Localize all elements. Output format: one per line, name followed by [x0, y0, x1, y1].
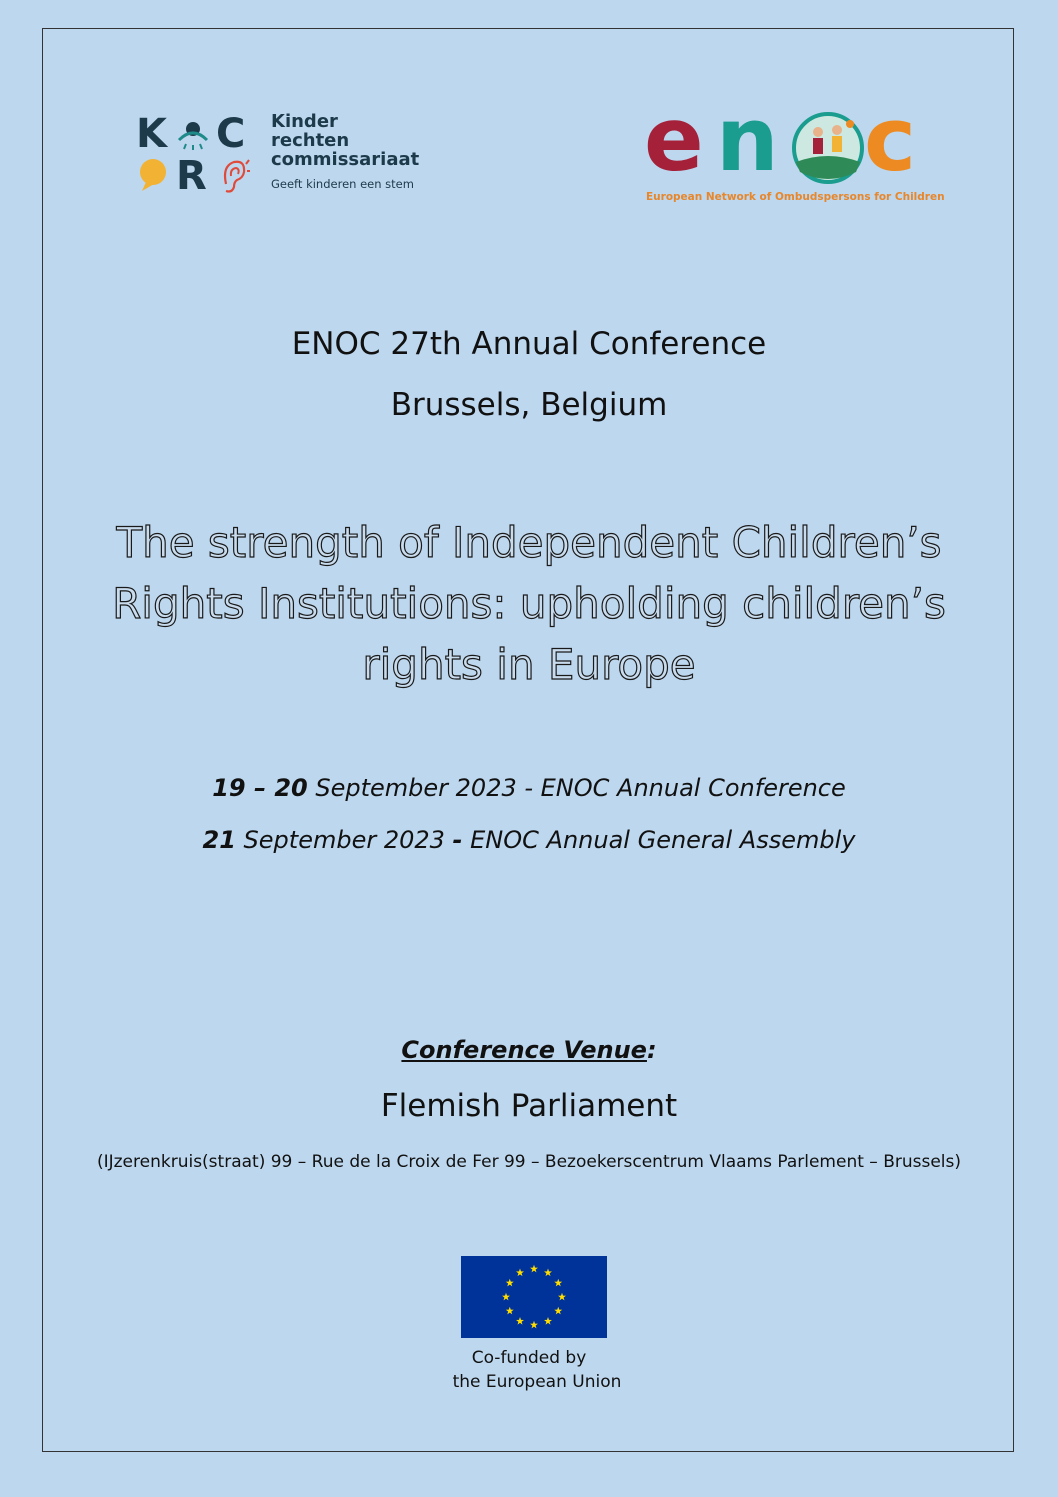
enoc-letter-c: c: [864, 88, 913, 191]
krc-letter-c: C: [216, 111, 246, 157]
main-title-line-3: rights in Europe: [362, 640, 696, 689]
date-assembly-text: September 2023: [235, 826, 453, 854]
date-conference-text: September 2023 - ENOC Annual Conference: [307, 774, 846, 802]
venue-address: (IJzerenkruis(straat) 99 – Rue de la Croix de Fer 99 – Bezoekerscentrum Vlaams Parlement – Brussels): [96, 1152, 962, 1172]
eu-flag-icon: [461, 1256, 607, 1338]
main-title: [0, 512, 1058, 695]
krc-word-rechten: rechten: [271, 130, 350, 151]
main-title-line-2: Rights Institutions: upholding children’s: [112, 579, 946, 628]
speech-bubble-icon: [138, 158, 170, 192]
enoc-letter-e: e: [644, 88, 700, 191]
krc-word-commissariaat: commissariaat: [271, 149, 420, 170]
ear-icon: [218, 156, 250, 194]
venue-label-text: Conference Venue: [401, 1036, 647, 1064]
date-conference-days: 19 – 20: [212, 774, 308, 802]
krc-letter-r: R: [176, 153, 207, 199]
krc-tagline: Geeft kinderen een stem: [271, 177, 414, 191]
venue-label-colon: :: [646, 1036, 657, 1064]
page-border: [42, 28, 1014, 1452]
date-assembly-tail: ENOC Annual General Assembly: [462, 826, 856, 854]
eye-icon: [176, 120, 210, 150]
date-assembly: [0, 826, 1058, 854]
venue-label: [0, 1036, 1058, 1064]
conference-place: Brussels, Belgium: [390, 387, 668, 423]
date-assembly-day: 21: [202, 826, 236, 854]
krc-wordmark: [271, 112, 419, 191]
krc-logo: [136, 112, 426, 202]
eu-funding-line-2: the European Union: [452, 1372, 622, 1392]
conference-title: ENOC 27th Annual Conference: [291, 326, 767, 362]
eu-funding-line-1: Co-funded by: [471, 1348, 587, 1368]
venue-name: Flemish Parliament: [380, 1088, 678, 1124]
date-assembly-dash: -: [452, 826, 463, 854]
krc-word-kinder: Kinder: [271, 111, 338, 132]
eu-funding-text: [0, 1346, 1058, 1394]
enoc-letter-n: n: [716, 88, 775, 191]
main-title-line-1: The strength of Independent Children’s: [116, 518, 942, 567]
children-globe-icon: [792, 112, 864, 184]
date-conference: [0, 774, 1058, 802]
enoc-subtitle: European Network of Ombudspersons for Children: [646, 191, 945, 203]
enoc-logo: [644, 88, 945, 208]
krc-letter-k: K: [136, 111, 167, 157]
